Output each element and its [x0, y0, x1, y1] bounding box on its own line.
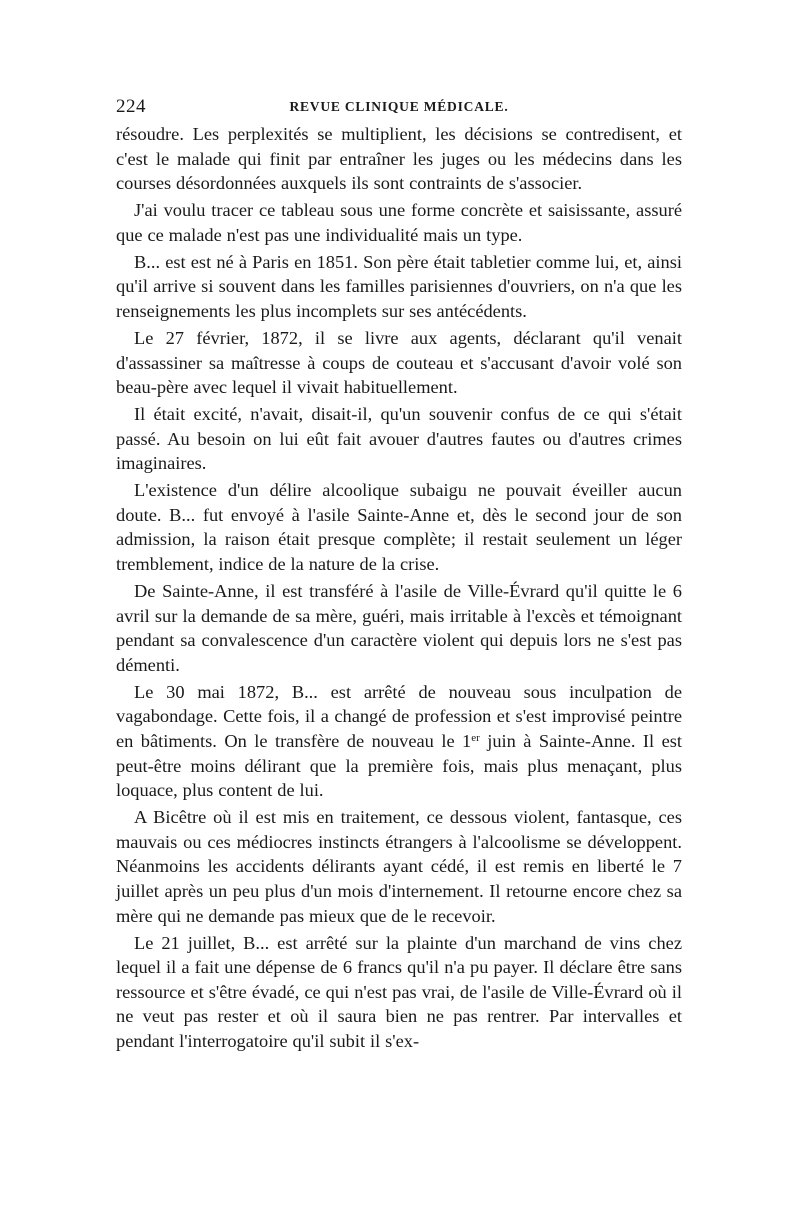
paragraph-7: De Sainte-Anne, il est transféré à l'asile de Ville-Évrard qu'il quitte le 6 avril sur la demande de sa mère, guéri, mais irritable à l'excès et témoignant pendant sa convalescence d'un caractère violent qui depuis lors ne s'est pas démenti. — [116, 581, 682, 675]
paragraph-8 — [116, 680, 682, 803]
paragraph-9: A Bicêtre où il est mis en traitement, ce dessous violent, fantasque, ces mauvais ou ces médiocres instincts étrangers à l'alcoolisme se développent. Néanmoins les accidents délirants ayant cédé, il est remis en liberté le 7 juillet après un peu plus d'un mois d'internement. Il retourne encore chez sa mère qui ne demande pas mieux que de le recevoir. — [116, 807, 682, 926]
running-title: REVUE CLINIQUE MÉDICALE. — [289, 99, 509, 114]
page-number: 224 — [116, 96, 146, 117]
paragraph-6: L'existence d'un délire alcoolique subaigu ne pouvait éveiller aucun doute. B... fut envoyé à l'asile Sainte-Anne et, dès le second jour de son admission, la raison était presque complète; il restait seulement un léger tremblement, indice de la nature de la crise. — [116, 480, 682, 575]
paragraph-8-text-end: juin à Sainte-Anne. Il est peut-être moins délirant que la première fois, mais plus menaçant, plus loquace, plus content de lui. — [116, 730, 682, 801]
body-text — [116, 122, 682, 1053]
paragraph-8-text-start: Le 30 mai 1872, B... est arrêté de nouveau sous inculpation de vagabondage. Cette fois, il a changé de profession et s'est improvisé peintre en bâtiments. On le transfère de nouveau le 1 — [116, 681, 682, 751]
paragraph-10: Le 21 juillet, B... est arrêté sur la plainte d'un marchand de vins chez lequel il a fait une dépense de 6 francs qu'il n'a pu payer. Il déclare être sans ressource et s'être évadé, ce qui n'est pas vrai, de l'asile de Ville-Évrard où il ne veut pas rester et où il saura bien ne pas rentrer. Par intervalles et pendant l'interrogatoire qu'il subit il s'ex- — [116, 932, 682, 1051]
paragraph-2: J'ai voulu tracer ce tableau sous une forme concrète et saisissante, assuré que ce malade n'est pas une individualité mais un type. — [116, 200, 682, 245]
paragraph-5: Il était excité, n'avait, disait-il, qu'un souvenir confus de ce qui s'était passé. Au besoin on lui eût fait avouer d'autres fautes ou d'autres crimes imaginaires. — [116, 404, 682, 474]
paragraph-3: B... est est né à Paris en 1851. Son père était tabletier comme lui, et, ainsi qu'il arrive si souvent dans les familles parisiennes d'ouvriers, on n'a que les renseignements les plus incomplets sur ses antécédents. — [116, 251, 682, 321]
running-header — [116, 96, 682, 122]
paragraph-1: résoudre. Les perplexités se multiplient, les décisions se contredisent, et c'est le malade qui finit par entraîner les juges ou les médecins dans les courses désordonnées auxquels ils sont contraints de s'associer. — [116, 124, 682, 194]
paragraph-4: Le 27 février, 1872, il se livre aux agents, déclarant qu'il venait d'assassiner sa maîtresse à coups de couteau et s'accusant d'avoir volé son beau-père avec lequel il vivait habituellement. — [116, 327, 682, 398]
ordinal-superscript: er — [471, 731, 480, 744]
book-page — [116, 96, 682, 1053]
